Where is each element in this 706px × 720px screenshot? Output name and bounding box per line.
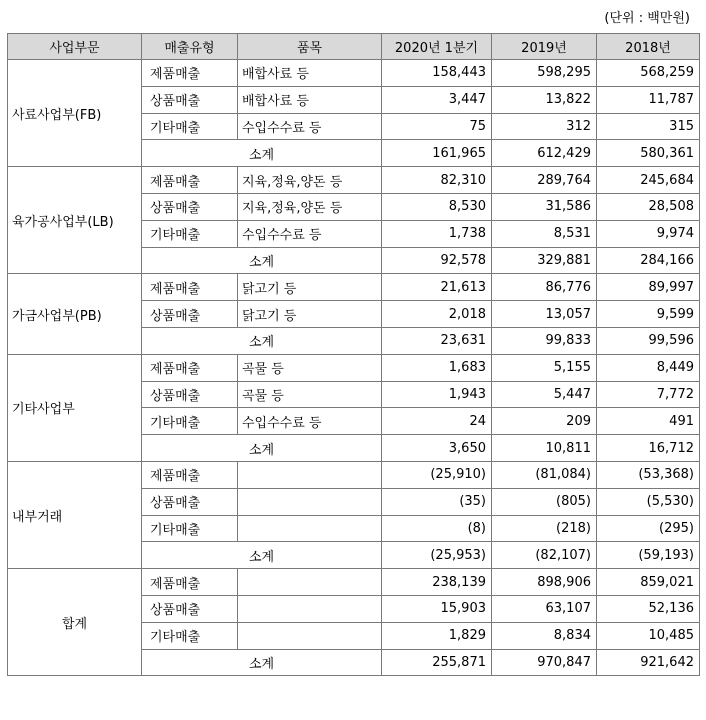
item-name: 배합사료 등	[238, 60, 382, 87]
value-2019: 5,155	[492, 354, 597, 381]
value-2018: 7,772	[597, 381, 700, 408]
item-name: 닭고기 등	[238, 274, 382, 301]
subtotal-label: 소계	[142, 649, 382, 676]
value-2020q1: 1,683	[382, 354, 492, 381]
sales-type: 기타매출	[142, 408, 238, 435]
value-2020q1: 75	[382, 113, 492, 140]
segment-name: 사료사업부(FB)	[8, 60, 142, 167]
subtotal-2020q1: 255,871	[382, 649, 492, 676]
item-name: 수입수수료 등	[238, 220, 382, 247]
item-name: 곡물 등	[238, 354, 382, 381]
unit-note: (단위 : 백만원)	[604, 11, 690, 26]
item-name: 배합사료 등	[238, 86, 382, 113]
value-2020q1: 24	[382, 408, 492, 435]
sales-type: 기타매출	[142, 622, 238, 649]
value-2018: (5,530)	[597, 488, 700, 515]
item-name: 닭고기 등	[238, 301, 382, 328]
header-2020q1: 2020년 1분기	[382, 34, 492, 60]
subtotal-2019: 329,881	[492, 247, 597, 274]
segment-name: 합계	[8, 569, 142, 676]
item-name: 곡물 등	[238, 381, 382, 408]
subtotal-2019: 10,811	[492, 435, 597, 462]
segment-name: 기타사업부	[8, 354, 142, 461]
subtotal-2018: 580,361	[597, 140, 700, 167]
subtotal-2019: (82,107)	[492, 542, 597, 569]
value-2018: 10,485	[597, 622, 700, 649]
value-2019: 86,776	[492, 274, 597, 301]
value-2018: 11,787	[597, 86, 700, 113]
subtotal-2019: 970,847	[492, 649, 597, 676]
value-2018: 9,974	[597, 220, 700, 247]
sales-type: 제품매출	[142, 274, 238, 301]
item-name: 수입수수료 등	[238, 408, 382, 435]
subtotal-2018: 99,596	[597, 327, 700, 354]
value-2019: 13,057	[492, 301, 597, 328]
value-2018: 52,136	[597, 595, 700, 622]
value-2020q1: 2,018	[382, 301, 492, 328]
sales-table	[7, 33, 700, 676]
value-2018: 491	[597, 408, 700, 435]
value-2018: 568,259	[597, 60, 700, 87]
subtotal-2018: 284,166	[597, 247, 700, 274]
header-segment: 사업부문	[8, 34, 142, 60]
value-2018: (295)	[597, 515, 700, 542]
value-2019: 289,764	[492, 167, 597, 194]
subtotal-label: 소계	[142, 542, 382, 569]
subtotal-label: 소계	[142, 327, 382, 354]
subtotal-2020q1: (25,953)	[382, 542, 492, 569]
value-2020q1: 1,829	[382, 622, 492, 649]
value-2020q1: 8,530	[382, 193, 492, 220]
value-2019: (218)	[492, 515, 597, 542]
value-2019: 13,822	[492, 86, 597, 113]
value-2019: 598,295	[492, 60, 597, 87]
value-2020q1: 15,903	[382, 595, 492, 622]
table-row	[8, 60, 700, 87]
sales-type: 상품매출	[142, 488, 238, 515]
value-2020q1: 1,943	[382, 381, 492, 408]
table-row	[8, 461, 700, 488]
item-name	[238, 569, 382, 596]
table-row	[8, 569, 700, 596]
value-2020q1: 238,139	[382, 569, 492, 596]
sales-type: 상품매출	[142, 86, 238, 113]
value-2019: 8,531	[492, 220, 597, 247]
value-2019: (805)	[492, 488, 597, 515]
value-2018: 28,508	[597, 193, 700, 220]
item-name	[238, 488, 382, 515]
value-2019: 898,906	[492, 569, 597, 596]
item-name: 수입수수료 등	[238, 113, 382, 140]
value-2019: 5,447	[492, 381, 597, 408]
value-2018: 859,021	[597, 569, 700, 596]
sales-type: 제품매출	[142, 461, 238, 488]
subtotal-label: 소계	[142, 247, 382, 274]
value-2018: 8,449	[597, 354, 700, 381]
subtotal-2018: 16,712	[597, 435, 700, 462]
value-2019: 8,834	[492, 622, 597, 649]
value-2019: (81,084)	[492, 461, 597, 488]
sales-type: 상품매출	[142, 595, 238, 622]
table-row	[8, 274, 700, 301]
value-2019: 31,586	[492, 193, 597, 220]
header-2019: 2019년	[492, 34, 597, 60]
sales-type: 제품매출	[142, 354, 238, 381]
subtotal-2020q1: 23,631	[382, 327, 492, 354]
value-2020q1: 82,310	[382, 167, 492, 194]
subtotal-2019: 612,429	[492, 140, 597, 167]
value-2020q1: 3,447	[382, 86, 492, 113]
value-2018: 315	[597, 113, 700, 140]
header-row	[8, 34, 700, 60]
table-row	[8, 354, 700, 381]
value-2020q1: 1,738	[382, 220, 492, 247]
segment-name: 내부거래	[8, 461, 142, 568]
sales-type: 기타매출	[142, 515, 238, 542]
value-2020q1: (35)	[382, 488, 492, 515]
sales-type: 기타매출	[142, 113, 238, 140]
value-2020q1: 21,613	[382, 274, 492, 301]
item-name: 지육,정육,양돈 등	[238, 193, 382, 220]
subtotal-2020q1: 92,578	[382, 247, 492, 274]
header-item: 품목	[238, 34, 382, 60]
value-2018: 9,599	[597, 301, 700, 328]
value-2020q1: (8)	[382, 515, 492, 542]
sales-type: 상품매출	[142, 193, 238, 220]
value-2018: 245,684	[597, 167, 700, 194]
subtotal-2018: 921,642	[597, 649, 700, 676]
subtotal-label: 소계	[142, 140, 382, 167]
header-sales-type: 매출유형	[142, 34, 238, 60]
sales-type: 제품매출	[142, 60, 238, 87]
value-2018: 89,997	[597, 274, 700, 301]
item-name	[238, 515, 382, 542]
item-name: 지육,정육,양돈 등	[238, 167, 382, 194]
value-2020q1: (25,910)	[382, 461, 492, 488]
value-2019: 209	[492, 408, 597, 435]
item-name	[238, 595, 382, 622]
subtotal-2020q1: 161,965	[382, 140, 492, 167]
value-2019: 63,107	[492, 595, 597, 622]
value-2018: (53,368)	[597, 461, 700, 488]
segment-name: 가금사업부(PB)	[8, 274, 142, 354]
sales-type: 상품매출	[142, 381, 238, 408]
value-2020q1: 158,443	[382, 60, 492, 87]
header-2018: 2018년	[597, 34, 700, 60]
subtotal-2018: (59,193)	[597, 542, 700, 569]
sales-type: 기타매출	[142, 220, 238, 247]
value-2019: 312	[492, 113, 597, 140]
sales-type: 상품매출	[142, 301, 238, 328]
segment-name: 육가공사업부(LB)	[8, 167, 142, 274]
item-name	[238, 622, 382, 649]
sales-type: 제품매출	[142, 569, 238, 596]
subtotal-label: 소계	[142, 435, 382, 462]
table-row	[8, 167, 700, 194]
item-name	[238, 461, 382, 488]
subtotal-2020q1: 3,650	[382, 435, 492, 462]
subtotal-2019: 99,833	[492, 327, 597, 354]
sales-type: 제품매출	[142, 167, 238, 194]
